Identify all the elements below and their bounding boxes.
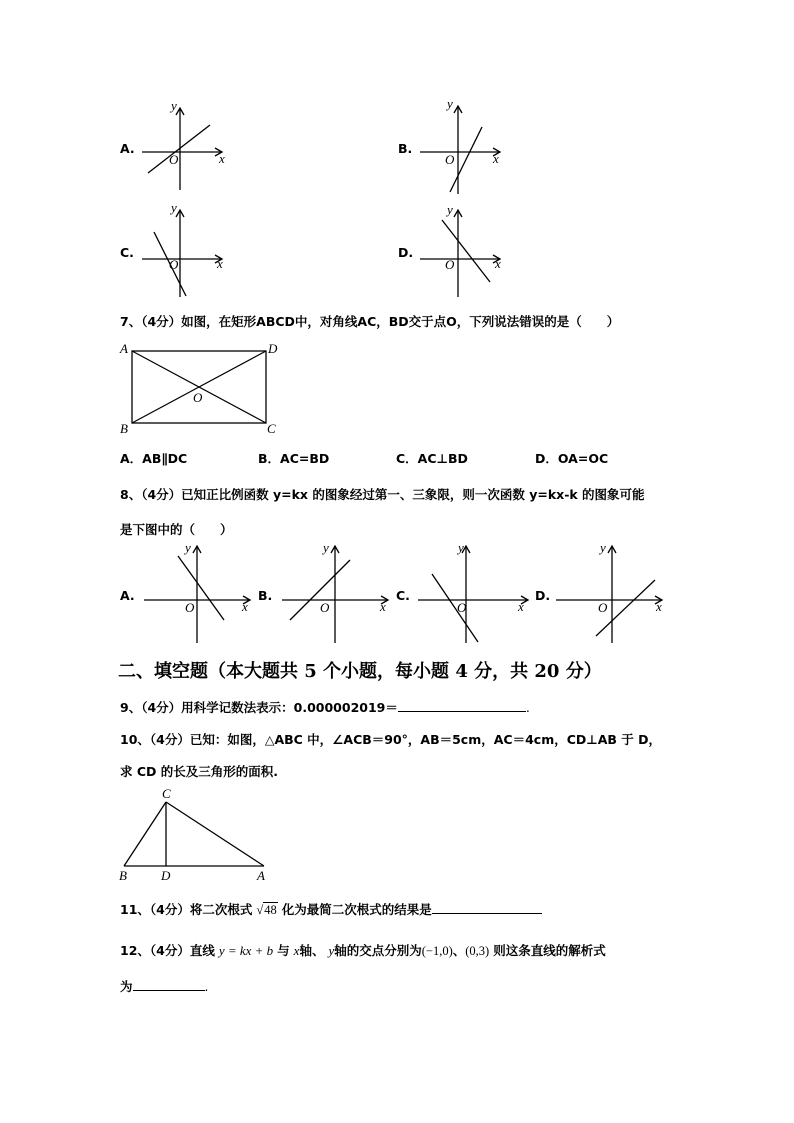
origin-label: O xyxy=(598,600,608,615)
q12-text-e: 则这条直线的解析式 xyxy=(493,943,606,958)
q12-text-a: 12、（4分）直线 xyxy=(120,943,215,958)
q6-option-d-label: D. xyxy=(398,245,414,260)
vertex-c: C xyxy=(267,421,276,436)
graph-line xyxy=(442,220,490,282)
q11-line xyxy=(120,900,542,918)
q6-option-b-label: B. xyxy=(398,141,413,156)
radical-sign: √ xyxy=(256,903,264,917)
q10-line1-a: 10、（4分）已知：如图， xyxy=(120,732,265,747)
y-label: y xyxy=(600,540,606,555)
q7-option-a: A．AB∥DC xyxy=(120,451,188,466)
x-label: x xyxy=(242,599,248,614)
q9-end: . xyxy=(525,700,530,715)
y-label: y xyxy=(171,200,177,215)
point-d: D xyxy=(161,868,171,883)
q8-option-a-label: A. xyxy=(120,588,135,603)
vertex-b: B xyxy=(120,421,128,436)
side-ca xyxy=(166,802,264,866)
vertex-c: C xyxy=(162,786,171,801)
origin-label: O xyxy=(445,257,455,272)
q10-line1 xyxy=(120,730,661,748)
q6-graph-d xyxy=(418,200,513,298)
q6-graph-b xyxy=(418,98,513,196)
origin-label: O xyxy=(445,152,455,167)
y-label: y xyxy=(447,98,453,111)
graph-line xyxy=(148,125,210,173)
x-label: x xyxy=(493,151,499,166)
q9-answer-blank[interactable] xyxy=(398,699,526,712)
y-label: y xyxy=(185,540,191,555)
q12-line1 xyxy=(120,941,606,959)
q10-line1-b: △ABC 中，∠ACB＝90°，AB＝5cm，AC＝4cm，CD⊥AB 于 D， xyxy=(264,732,661,747)
q7-option-c: C．AC⊥BD xyxy=(396,451,468,466)
q8-option-b-label: B. xyxy=(258,588,273,603)
q12-equation: y = kx + b xyxy=(218,943,274,958)
y-label: y xyxy=(323,540,329,555)
q6-option-a-label: A. xyxy=(120,141,135,156)
origin-label: O xyxy=(320,600,330,615)
q12-line2 xyxy=(120,977,209,995)
q11-answer-blank[interactable] xyxy=(432,901,542,914)
q11-text-a: 11、（4分）将二次根式 xyxy=(120,902,253,917)
q7-option-b: B．AC=BD xyxy=(258,451,330,466)
x-label: x xyxy=(518,599,524,614)
graph-line xyxy=(450,127,482,192)
q8-graph-b xyxy=(278,540,393,645)
radicand: 48 xyxy=(264,903,277,917)
q12-point-1: (−1,0) xyxy=(421,944,453,958)
q8-option-c-label: C. xyxy=(396,588,410,603)
q7-option-d: D．OA=OC xyxy=(535,451,609,466)
sqrt-expression xyxy=(256,902,277,917)
q12-answer-blank[interactable] xyxy=(133,978,205,991)
x-label: x xyxy=(219,151,225,166)
q9-line xyxy=(120,698,530,716)
side-bc xyxy=(124,802,166,866)
center-o: O xyxy=(193,390,203,405)
q12-end: . xyxy=(204,979,209,994)
origin-label: O xyxy=(169,152,179,167)
q10-triangle-figure xyxy=(116,784,276,884)
q12-text-d: 轴的交点分别为 xyxy=(334,943,422,958)
q12-point-2: (0,3) xyxy=(465,944,490,958)
q7-rectangle-figure xyxy=(116,338,286,438)
q8-option-d-label: D. xyxy=(535,588,551,603)
origin-label: O xyxy=(169,257,179,272)
q6-graph-c xyxy=(140,200,235,298)
x-label: x xyxy=(495,256,501,271)
q12-text-b: 与 xyxy=(277,943,290,958)
vertex-a: A xyxy=(120,341,128,356)
origin-label: O xyxy=(457,600,467,615)
q8-graph-c xyxy=(414,540,534,645)
x-label: x xyxy=(217,256,223,271)
q8-stem-line2: 是下图中的（ ） xyxy=(120,522,233,537)
q6-option-c-label: C. xyxy=(120,245,134,260)
vertex-d: D xyxy=(268,341,278,356)
x-label: x xyxy=(380,599,386,614)
q12-line2-text: 为 xyxy=(120,979,133,994)
q10-line2: 求 CD 的长及三角形的面积. xyxy=(120,764,279,779)
vertex-a: A xyxy=(257,868,265,883)
q7-stem: 7、（4分）如图，在矩形ABCD中，对角线AC，BD交于点O，下列说法错误的是（ ） xyxy=(120,314,620,329)
q8-graph-d xyxy=(552,540,670,645)
y-label: y xyxy=(447,202,453,217)
q6-graph-a xyxy=(140,98,235,193)
y-label: y xyxy=(458,540,464,555)
graph-line xyxy=(432,574,478,642)
q11-text-b: 化为最简二次根式的结果是 xyxy=(281,902,432,917)
q12-text-c: 轴、 xyxy=(299,943,325,958)
q12-x-var: x xyxy=(293,943,300,958)
y-label: y xyxy=(171,98,177,113)
vertex-b: B xyxy=(119,868,127,883)
q8-stem-line1: 8、（4分）已知正比例函数 y=kx 的图象经过第一、三象限，则一次函数 y=kx-k 的图象可能 xyxy=(120,487,645,502)
origin-label: O xyxy=(185,600,195,615)
q12-y-var: y xyxy=(328,943,335,958)
q9-text: 9、（4分）用科学记数法表示：0.000002019＝ xyxy=(120,700,398,715)
q8-graph-a xyxy=(140,540,255,645)
q12-sep: 、 xyxy=(452,943,466,958)
x-label: x xyxy=(656,599,662,614)
section-2-title: 二、填空题（本大题共 5 个小题，每小题 4 分，共 20 分） xyxy=(118,661,602,682)
